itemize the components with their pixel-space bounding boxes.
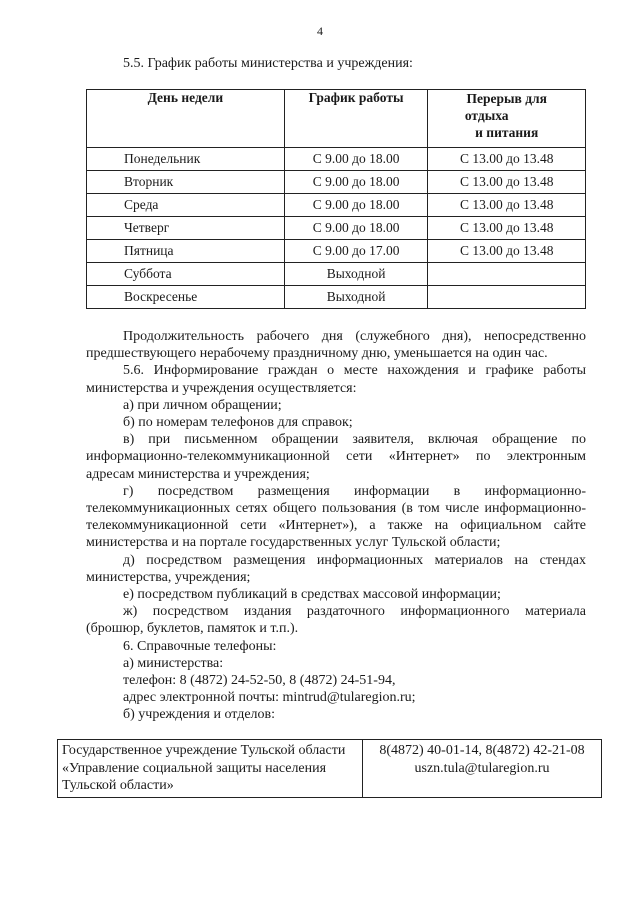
hours-cell: С 9.00 до 17.00 [284, 240, 428, 263]
schedule-header-row [87, 90, 586, 148]
organization-phones: 8(4872) 40-01-14, 8(4872) 42-21-08 [379, 743, 585, 758]
day-cell: Воскресенье [87, 286, 285, 309]
hours-cell: С 9.00 до 18.00 [284, 148, 428, 171]
contact-cell [363, 740, 602, 798]
list-item-v: в) при письменном обращении заявителя, включая обращение по информационно-телекоммуникационной сети «Интернет» по электронным адресам министерства и учреждения; [86, 432, 586, 482]
list-item-b: б) по номерам телефонов для справок; [123, 415, 353, 431]
day-cell: Суббота [87, 263, 285, 286]
header-break-line1: Перерыв для [466, 91, 547, 106]
header-break-line2: отдыха [464, 108, 509, 123]
break-cell: С 13.00 до 13.48 [428, 240, 586, 263]
day-cell: Вторник [87, 171, 285, 194]
table-row [87, 286, 586, 309]
hours-cell: С 9.00 до 18.00 [284, 171, 428, 194]
header-day: День недели [87, 90, 285, 148]
contacts-table [57, 739, 602, 798]
table-row [58, 740, 602, 798]
organization-cell: Государственное учреждение Тульской области «Управление социальной защиты населения Тульской области» [58, 740, 363, 798]
table-row [87, 171, 586, 194]
list-item-g: г) посредством размещения информации в информационно-телекоммуникационных сетях общего пользования (в том числе информационно-телекоммуникационной сети «Интернет»), а также на официальном сайте министерства и на портале государственных услуг Тульской области; [86, 483, 586, 551]
day-cell: Пятница [87, 240, 285, 263]
section-6b: б) учреждения и отделов: [123, 707, 276, 723]
header-break [428, 90, 586, 148]
table-row [87, 240, 586, 263]
hours-cell: Выходной [284, 263, 428, 286]
table-row [87, 263, 586, 286]
organization-email: uszn.tula@tularegion.ru [414, 760, 550, 776]
hours-cell: Выходной [284, 286, 428, 309]
ministry-phone: телефон: 8 (4872) 24-52-50, 8 (4872) 24-51-94, [123, 673, 396, 689]
list-item-e: е) посредством публикаций в средствах массовой информации; [123, 587, 501, 603]
table-row [87, 148, 586, 171]
day-cell: Четверг [87, 217, 285, 240]
break-cell: С 13.00 до 13.48 [428, 217, 586, 240]
table-row [87, 217, 586, 240]
break-cell [428, 263, 586, 286]
body-text [86, 328, 586, 724]
hours-cell: С 9.00 до 18.00 [284, 217, 428, 240]
hours-cell: С 9.00 до 18.00 [284, 194, 428, 217]
section-6a: а) министерства: [123, 655, 224, 671]
schedule-table [86, 89, 586, 309]
section-6-title: 6. Справочные телефоны: [123, 638, 277, 654]
paragraph-workday: Продолжительность рабочего дня (служебного дня), непосредственно предшествующего нерабочему праздничному дню, уменьшается на один час. [86, 329, 586, 362]
page-number: 4 [317, 24, 323, 38]
break-cell: С 13.00 до 13.48 [428, 148, 586, 171]
day-cell: Среда [87, 194, 285, 217]
list-item-a: а) при личном обращении; [123, 397, 282, 413]
section-heading: 5.5. График работы министерства и учреждения: [123, 56, 413, 71]
list-item-zh: ж) посредством издания раздаточного информационного материала (брошюр, буклетов, памяток и т.п.). [86, 604, 586, 637]
day-cell: Понедельник [87, 148, 285, 171]
break-cell: С 13.00 до 13.48 [428, 171, 586, 194]
header-break-line3: и питания [475, 125, 539, 140]
list-item-d: д) посредством размещения информационных материалов на стендах министерства, учреждения; [86, 552, 586, 585]
table-row [87, 194, 586, 217]
ministry-email: адрес электронной почты: mintrud@tularegion.ru; [123, 690, 416, 706]
break-cell [428, 286, 586, 309]
paragraph-informing: 5.6. Информирование граждан о месте нахождения и графике работы министерства и учреждения осуществляется: [86, 363, 586, 396]
break-cell: С 13.00 до 13.48 [428, 194, 586, 217]
header-hours: График работы [284, 90, 428, 148]
